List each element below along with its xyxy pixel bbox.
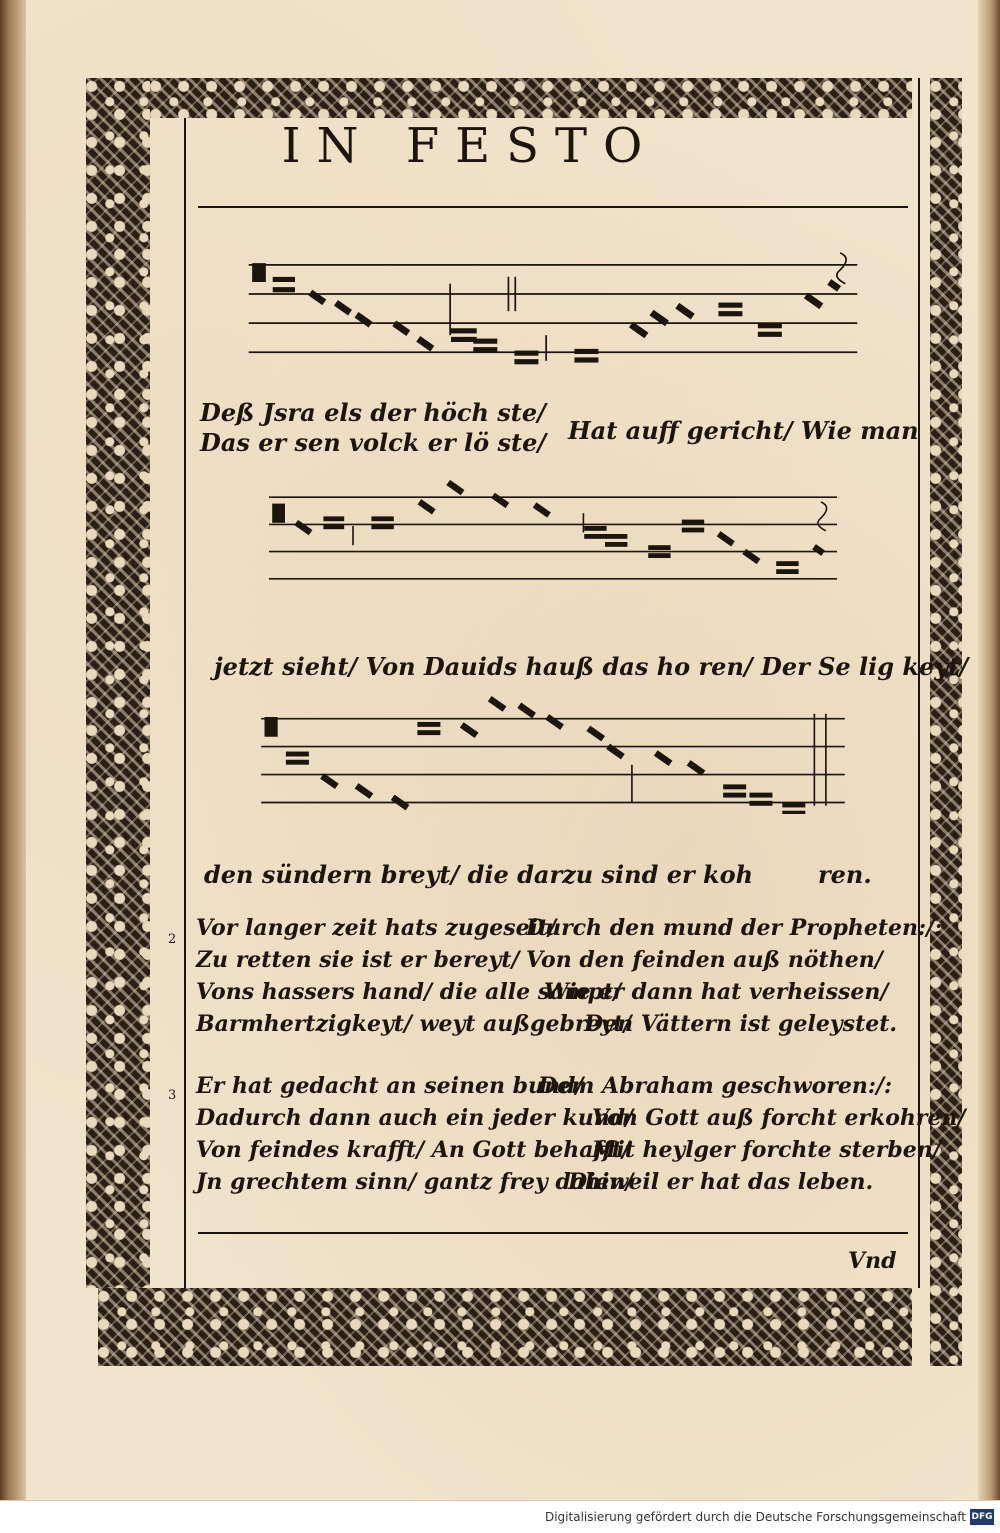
ornamental-border-right — [930, 78, 962, 1366]
lyric-line: Das er sen volck er lö ste/ — [200, 428, 547, 457]
stanza-verse-right: Dem Abraham geschworen:/: — [538, 1073, 893, 1099]
bottom-rule — [198, 1232, 908, 1234]
stanza-verse-left: Von feindes krafft/ An Gott behafft/ — [196, 1137, 630, 1163]
footer-credit: Digitalisierung gefördert durch die Deutsche Forschungsgemeinschaft — [544, 1510, 966, 1524]
stanza-line — [196, 1102, 966, 1134]
catchword: Vnd — [848, 1248, 897, 1274]
staff-lines-2 — [198, 478, 908, 598]
stanza-verse-right: Mit heylger forchte sterben/ — [592, 1137, 941, 1163]
lyric-line: Hat auff gericht/ Wie man — [568, 416, 919, 445]
dfg-logo: DFG — [970, 1509, 994, 1525]
stanza-verse-left: Dadurch dann auch ein jeder kund/ — [196, 1105, 634, 1131]
lyric-line: den sündern breyt/ die darzu sind er koh — [204, 860, 754, 889]
stanza-3 — [196, 1070, 966, 1198]
book-spine — [0, 0, 26, 1500]
top-rule — [198, 206, 908, 208]
page-title: IN FESTO — [281, 118, 659, 174]
stanza-2 — [196, 912, 943, 1040]
stanza-verse-left: Zu retten sie ist er bereyt/ — [196, 947, 520, 973]
stanza-verse-right: Von den feinden auß nöthen/ — [526, 947, 883, 973]
lyric-line: Deß Jsra els der höch ste/ — [200, 398, 546, 427]
staff-lines-1 — [198, 246, 908, 366]
stanza-number: 3 — [168, 1088, 177, 1103]
stanza-line — [196, 1008, 898, 1040]
stanza-verse-right: Durch den mund der Propheten:/: — [526, 915, 943, 941]
digitization-footer — [0, 1500, 1000, 1533]
staff-lines-3 — [198, 694, 908, 814]
stanza-verse-left: Er hat gedacht an seinen bund/ — [196, 1073, 584, 1099]
stanza-line — [196, 976, 889, 1008]
stanza-verse-right: Von Gott auß forcht erkohren/ — [592, 1105, 966, 1131]
ornamental-border-top — [150, 78, 912, 118]
music-staff-3 — [198, 694, 908, 840]
stanza-line — [196, 912, 943, 944]
stanza-verse-right: Wie er dann hat verheissen/ — [544, 979, 889, 1005]
stanza-verse-left: Barmhertzigkeyt/ weyt außgebreyt/ — [196, 1011, 632, 1037]
lyric-line: jetzt sieht/ Von Dauids hauß das ho ren/ Der Se lig keyt/ — [214, 652, 969, 681]
music-staff-2 — [198, 478, 908, 628]
stanza-line — [196, 1070, 893, 1102]
stanza-verse-left: Vor langer zeit hats zugeseit/ — [196, 915, 557, 941]
stanza-line — [196, 944, 883, 976]
stanza-verse-right: Den Vättern ist geleystet. — [584, 1011, 898, 1037]
stanza-verse-left: Vons hassers hand/ die alle sampt/ — [196, 979, 622, 1005]
stanza-line — [196, 1166, 874, 1198]
stanza-verse-right: Dieweil er hat das leben. — [568, 1169, 874, 1195]
ornamental-border-left — [86, 78, 150, 1288]
ornamental-border-bottom — [98, 1288, 912, 1366]
music-staff-1 — [198, 246, 908, 386]
stanza-line — [196, 1134, 941, 1166]
stanza-verse-left: Jn grechtem sinn/ gantz frey dahin/ — [196, 1169, 634, 1195]
lyric-line: ren. — [818, 860, 872, 889]
page-edge — [978, 0, 1000, 1500]
frame-line-left — [184, 118, 186, 1288]
stanza-number: 2 — [168, 932, 177, 947]
